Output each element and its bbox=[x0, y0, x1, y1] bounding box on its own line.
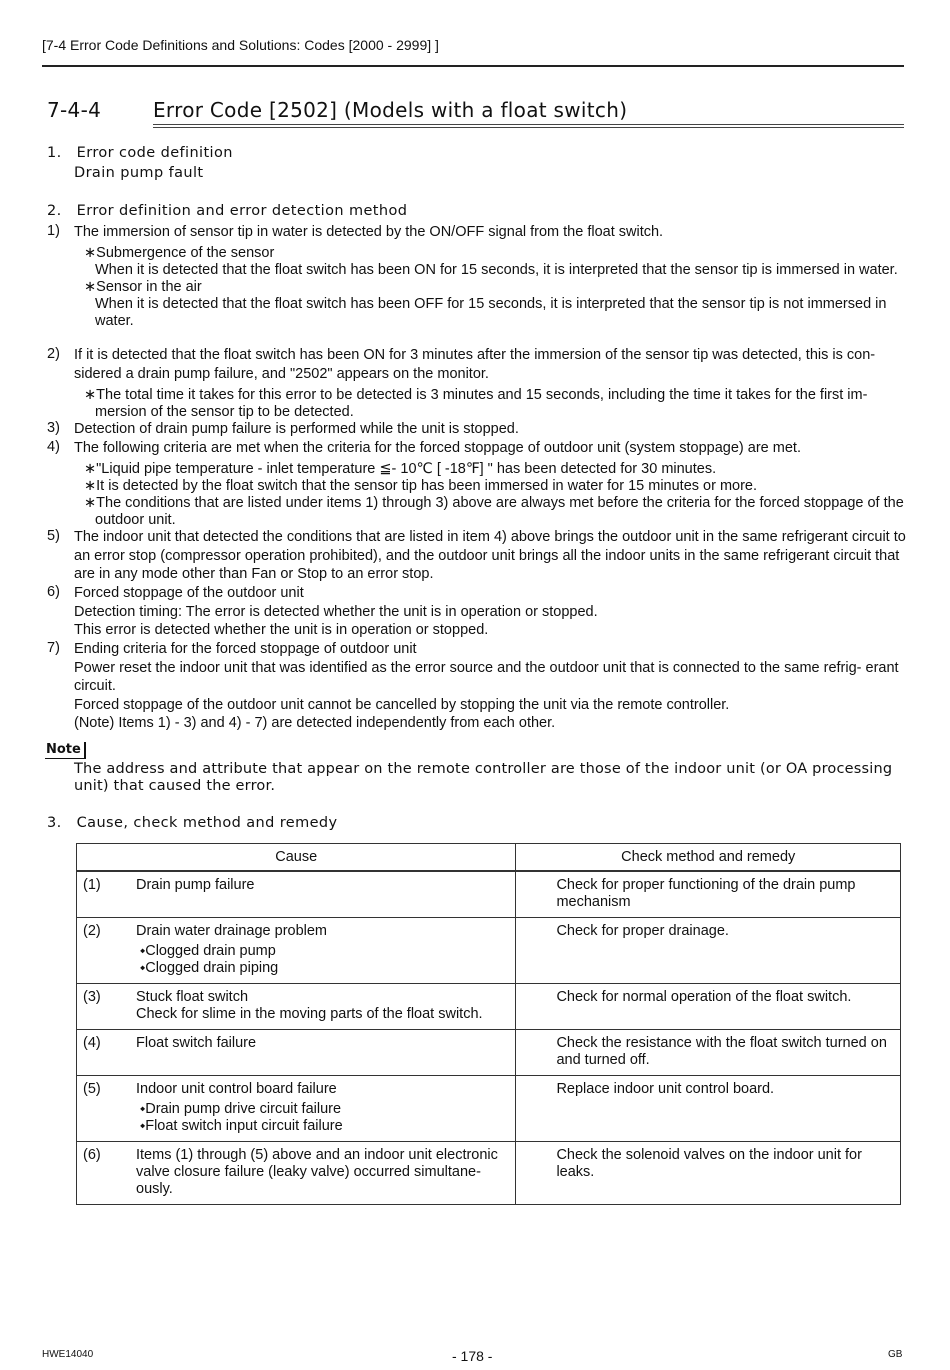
page-number: - 178 - bbox=[452, 1348, 493, 1364]
sub-text: ∗The conditions that are listed under items 1) through 3) above are always met before the criteria for the forced stoppage of the outdoor unit. bbox=[84, 495, 904, 528]
bullet-item: ⬩Float switch input circuit failure bbox=[140, 1118, 343, 1134]
remedy-cell bbox=[516, 984, 901, 1030]
page-header: [7-4 Error Code Definitions and Solutions: Codes [2000 - 2999] ] bbox=[42, 37, 439, 53]
title-underline bbox=[153, 124, 904, 125]
remedy-cell bbox=[516, 871, 901, 918]
cause-cell bbox=[77, 918, 516, 984]
item-number: 2) bbox=[47, 346, 60, 362]
line: Forced stoppage of the outdoor unit cannot be cancelled by stopping the unit via the remote controller. bbox=[74, 696, 730, 713]
cause-text: Check for slime in the moving parts of the float switch. bbox=[136, 1006, 483, 1022]
column-header-remedy: Check method and remedy bbox=[516, 844, 901, 872]
table-row bbox=[77, 984, 901, 1030]
part1-text: Drain pump fault bbox=[74, 165, 204, 181]
cause-text: Items (1) through (5) above and an indoor unit electronic valve closure failure (leaky valve) occurred simultane- ously. bbox=[136, 1147, 498, 1197]
item-7-text bbox=[74, 640, 906, 733]
sub-text: When it is detected that the float switch has been ON for 15 seconds, it is interpreted that the sensor tip is immersed in water. bbox=[95, 262, 898, 278]
line: (Note) Items 1) - 3) and 4) - 7) are detected independently from each other. bbox=[74, 715, 556, 731]
line: Detection timing: The error is detected whether the unit is in operation or stopped. bbox=[74, 603, 598, 620]
table-row bbox=[77, 1142, 901, 1205]
item-number: 4) bbox=[47, 439, 60, 455]
bullet-item: ⬩Clogged drain pump bbox=[140, 943, 276, 959]
column-header-cause: Cause bbox=[77, 844, 516, 872]
remedy-text: Check for proper functioning of the drain pump mechanism bbox=[556, 877, 856, 910]
cause-cell bbox=[77, 1142, 516, 1205]
remedy-text: Check for proper drainage. bbox=[556, 923, 729, 939]
cause-text: Drain water drainage problem bbox=[136, 923, 328, 939]
cause-cell bbox=[77, 984, 516, 1030]
item-2-text: If it is detected that the float switch has been ON for 3 minutes after the immersion of the sensor tip was detected, this is con- sidered a drain pump failure, and "2502" appears on the monitor. bbox=[74, 347, 876, 382]
cause-text: Indoor unit control board failure bbox=[136, 1081, 337, 1097]
note-text: The address and attribute that appear on the remote controller are those of the indoor unit (or OA processing unit) that caused the error. bbox=[74, 761, 893, 794]
line: Forced stoppage of the outdoor unit bbox=[74, 585, 304, 601]
cause-table bbox=[76, 843, 901, 1205]
part3-heading: 3. Cause, check method and remedy bbox=[47, 815, 338, 831]
sub-text: ∗It is detected by the float switch that the sensor tip has been immersed in water for 15 minutes or more. bbox=[84, 478, 758, 494]
bullet-item: ⬩Clogged drain piping bbox=[140, 960, 279, 976]
sub-text: ∗"Liquid pipe temperature - inlet temperature ≦- 10℃ [ -18℉] " has been detected for 30 minutes. bbox=[84, 461, 717, 477]
title-underline-double bbox=[153, 127, 904, 128]
remedy-cell bbox=[516, 1142, 901, 1205]
remedy-text: Replace indoor unit control board. bbox=[556, 1081, 775, 1097]
row-number: (4) bbox=[83, 1035, 101, 1051]
remedy-cell bbox=[516, 1030, 901, 1076]
line: Ending criteria for the forced stoppage of outdoor unit bbox=[74, 641, 417, 657]
bullet-item: ⬩Drain pump drive circuit failure bbox=[140, 1101, 342, 1117]
row-number: (1) bbox=[83, 877, 101, 893]
remedy-cell bbox=[516, 918, 901, 984]
item-4-sub bbox=[84, 461, 906, 529]
row-number: (6) bbox=[83, 1147, 101, 1163]
row-number: (2) bbox=[83, 923, 101, 939]
item-number: 7) bbox=[47, 640, 60, 656]
item-3-text: Detection of drain pump failure is performed while the unit is stopped. bbox=[74, 421, 519, 437]
item-number: 1) bbox=[47, 223, 60, 239]
remedy-text: Check for normal operation of the float switch. bbox=[556, 989, 852, 1005]
cause-cell bbox=[77, 1076, 516, 1142]
row-number: (3) bbox=[83, 989, 101, 1005]
item-1-text: The immersion of sensor tip in water is detected by the ON/OFF signal from the float switch. bbox=[74, 224, 664, 240]
item-6-text bbox=[74, 584, 906, 640]
item-number: 5) bbox=[47, 528, 60, 544]
table-header-row bbox=[77, 844, 901, 872]
cause-cell bbox=[77, 871, 516, 918]
table-row bbox=[77, 1030, 901, 1076]
item-2-sub: ∗The total time it takes for this error to be detected is 3 minutes and 15 seconds, including the time it takes for the first im- mersion of the sensor tip to be detected. bbox=[84, 387, 868, 420]
table-row bbox=[77, 1076, 901, 1142]
note-label: Note bbox=[45, 742, 86, 759]
item-1-sub bbox=[84, 245, 906, 330]
part2-heading: 2. Error definition and error detection method bbox=[47, 203, 408, 219]
table-row bbox=[77, 871, 901, 918]
sub-text: When it is detected that the float switch has been OFF for 15 seconds, it is interpreted that the sensor tip is not immersed in water. bbox=[95, 296, 887, 329]
item-number: 3) bbox=[47, 420, 60, 436]
item-5-text: The indoor unit that detected the conditions that are listed in item 4) above brings the outdoor unit in the same refrigerant circuit to an error stop (compressor operation prohibited), and the outdoor unit brings all the indoor units in the same refrigerant circuit that are in any mode other than Fan or Stop to an error stop. bbox=[74, 529, 906, 582]
cause-cell bbox=[77, 1030, 516, 1076]
cause-text: Drain pump failure bbox=[136, 877, 255, 893]
part1-heading: 1. Error code definition bbox=[47, 145, 233, 161]
remedy-cell bbox=[516, 1076, 901, 1142]
line: This error is detected whether the unit is in operation or stopped. bbox=[74, 622, 489, 638]
document-code: HWE14040 bbox=[42, 1349, 94, 1360]
sub-title: ∗Submergence of the sensor bbox=[84, 245, 275, 261]
item-number: 6) bbox=[47, 584, 60, 600]
region-code: GB bbox=[888, 1349, 903, 1360]
cause-text: Float switch failure bbox=[136, 1035, 257, 1051]
header-divider bbox=[42, 65, 904, 67]
section-number: 7-4-4 bbox=[47, 98, 102, 122]
line: Power reset the indoor unit that was identified as the error source and the outdoor unit that is connected to the same refrig- erant circuit. bbox=[74, 659, 899, 694]
item-4-text: The following criteria are met when the criteria for the forced stoppage of outdoor unit (system stoppage) are met. bbox=[74, 440, 801, 456]
cause-text: Stuck float switch bbox=[136, 989, 249, 1005]
row-number: (5) bbox=[83, 1081, 101, 1097]
table-row bbox=[77, 918, 901, 984]
section-title: Error Code [2502] (Models with a float switch) bbox=[153, 98, 628, 122]
remedy-text: Check the resistance with the float switch turned on and turned off. bbox=[556, 1035, 887, 1068]
remedy-text: Check the solenoid valves on the indoor unit for leaks. bbox=[556, 1147, 862, 1180]
sub-title: ∗Sensor in the air bbox=[84, 279, 202, 295]
